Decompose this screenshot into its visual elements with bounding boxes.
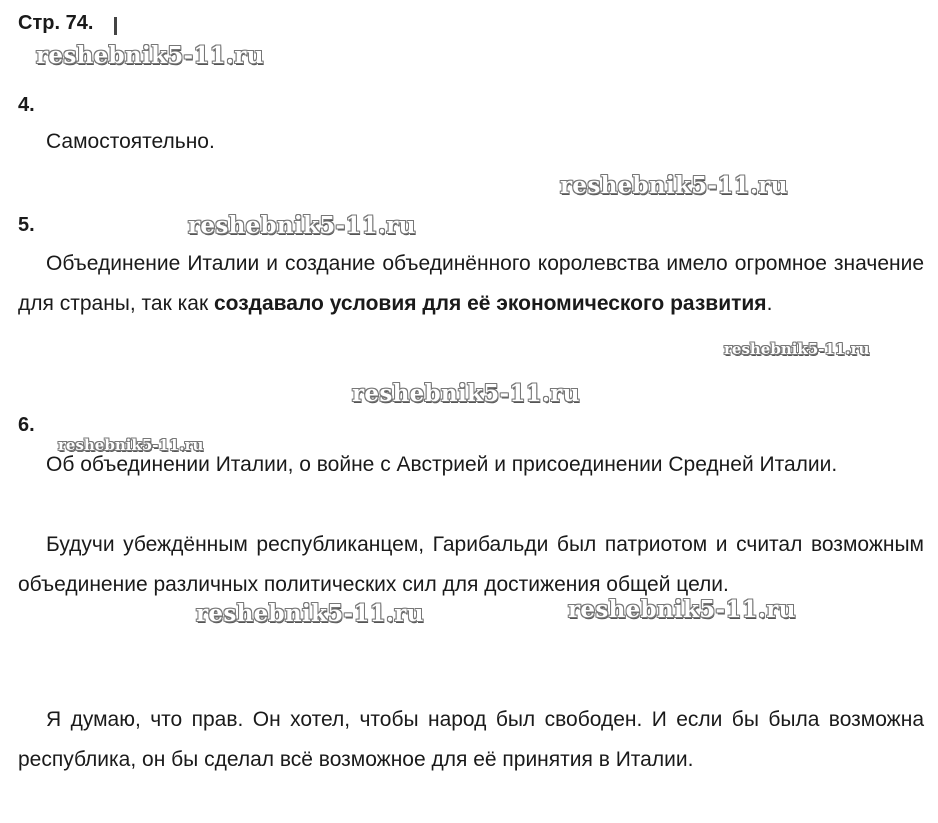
page-title: Стр. 74. [18,12,94,34]
task-number-6: 6. [18,414,35,436]
watermark: reshebnik5-11.ru [568,596,796,623]
task-5-text-end: . [766,292,773,315]
task-6-answer-1: Об объединении Италии, о войне с Австрией и присоединении Средней Италии. [46,453,838,476]
task-5-text: Объединение Италии и создание объединённого королевства имело огромное значение для страны, так как [18,252,924,315]
task-4-answer: Самостоятельно. [46,130,215,153]
watermark: reshebnik5-11.ru [196,600,424,627]
watermark: reshebnik5-11.ru [58,436,204,454]
task-5-answer [18,244,924,324]
task-6-answer-2: Будучи убеждённым республиканцем, Гарибальди был патриотом и считал возможным объединение различных политических сил для достижения общей цели. [18,533,924,596]
watermark: reshebnik5-11.ru [352,380,580,407]
watermark: reshebnik5-11.ru [560,172,788,199]
task-number-4: 4. [18,94,35,116]
task-6-answer-3: Я думаю, что прав. Он хотел, чтобы народ был свободен. И если бы была возможна республика, он бы сделал всё возможное для её принятия в Италии. [18,708,924,771]
watermark: reshebnik5-11.ru [36,42,264,69]
watermark: reshebnik5-11.ru [188,212,416,239]
watermark: reshebnik5-11.ru [724,340,870,358]
task-number-5: 5. [18,214,35,236]
task-5-bold-text: создавало условия для её экономического развития [213,292,767,315]
text-cursor-mark [114,17,117,35]
